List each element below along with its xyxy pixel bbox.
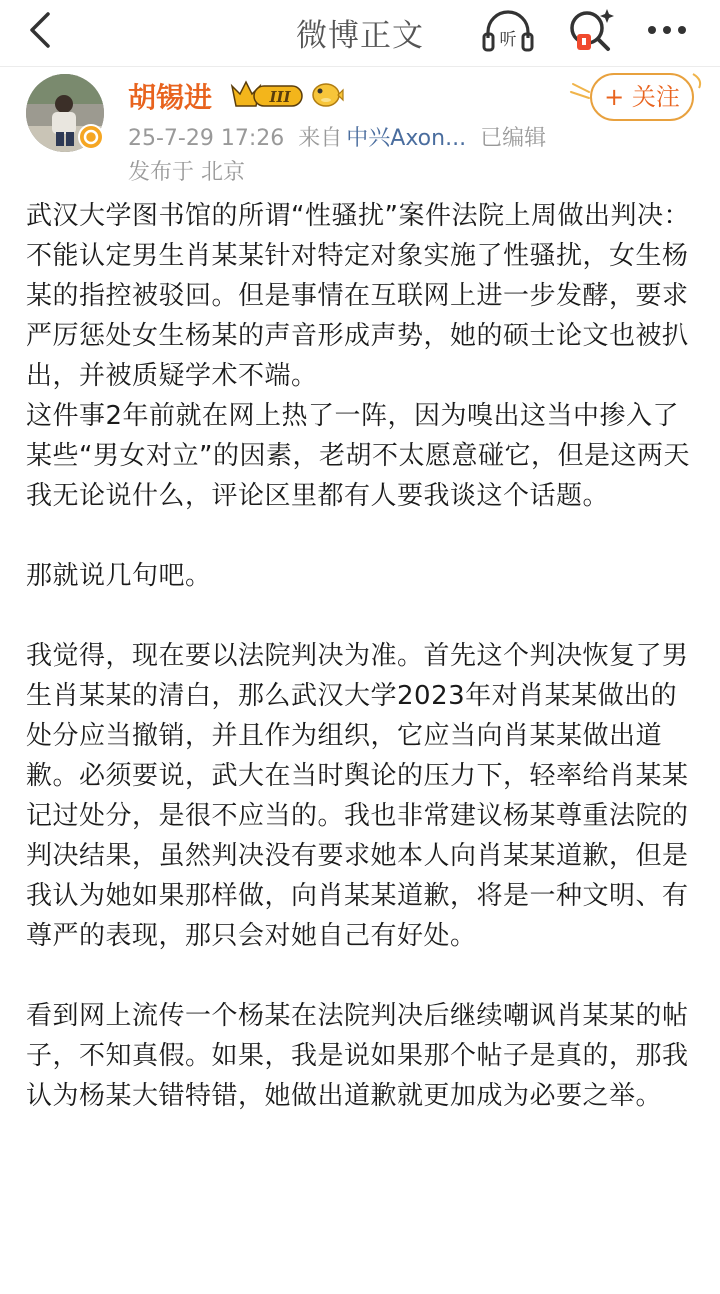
- listen-button[interactable]: [480, 8, 536, 54]
- post-paragraph: 我觉得，现在要以法院判决为准。首先这个判决恢复了男生肖某某的清白，那么武汉大学2023年对肖某某做出的处分应当撤销，并且作为组织，它应当向肖某某做出道歉。必须要说，武大在当时舆论的压力下，轻率给肖某某记过处分，是很不应当的。我也非常建议杨某尊重法院的判决结果，虽然判决没有要求她本人向肖某某道歉，但是我认为她如果那样做，向肖某某道歉，将是一种文明、有尊严的表现，那只会对她自己有好处。: [26, 641, 689, 951]
- page-title: 微博正文: [296, 18, 424, 54]
- post-location: 发布于 北京: [128, 160, 245, 185]
- top-navigation-bar: [0, 0, 720, 62]
- verified-badge-icon: [78, 124, 104, 150]
- post-meta: [128, 121, 560, 152]
- edited-label[interactable]: 已编辑: [480, 126, 547, 151]
- post-paragraph: 武汉大学图书馆的所谓“性骚扰”案件法院上周做出判决：不能认定男生肖某某针对特定对象实施了性骚扰，女生杨某的指控被驳回。但是事情在互联网上进一步发酵，要求严厉惩处女生杨某的声音形成声势，她的硕士论文也被扒出，并被质疑学术不端。: [26, 201, 690, 391]
- post-paragraph: 看到网上流传一个杨某在法院判决后继续嘲讽肖某某的帖子，不知真假。如果，我是说如果那个帖子是真的，那我认为杨某大错特错，她做出道歉就更加成为必要之举。: [26, 1001, 689, 1111]
- pufferfish-badge-icon[interactable]: [310, 80, 344, 108]
- vip-crown-badge-icon[interactable]: [228, 78, 304, 110]
- post-timestamp: 25-7-29 17:26: [128, 126, 285, 151]
- headphones-icon: [480, 8, 536, 54]
- listen-icon-label: 听: [499, 30, 517, 50]
- source-prefix: 来自: [298, 126, 343, 151]
- post-paragraph: 那就说几句吧。: [26, 561, 212, 591]
- search-icon: [563, 4, 623, 56]
- paragraph-spacer: [26, 956, 698, 996]
- author-name[interactable]: 胡锡进: [128, 81, 213, 114]
- more-options-button[interactable]: [644, 10, 690, 50]
- post-body: [26, 196, 698, 1116]
- more-dots-icon: [644, 10, 690, 50]
- paragraph-spacer: [26, 516, 698, 556]
- follow-button[interactable]: + 关注: [590, 73, 694, 121]
- source-device-link[interactable]: 中兴Axon...: [346, 126, 467, 151]
- header-divider: [0, 66, 720, 67]
- search-button[interactable]: [563, 4, 623, 56]
- post-paragraph: 这件事2年前就在网上热了一阵，因为嗅出这当中掺入了某些“男女对立”的因素，老胡不太愿意碰它，但是这两天我无论说什么，评论区里都有人要我谈这个话题。: [26, 401, 690, 511]
- paragraph-spacer: [26, 596, 698, 636]
- vip-level-label: III: [269, 88, 291, 106]
